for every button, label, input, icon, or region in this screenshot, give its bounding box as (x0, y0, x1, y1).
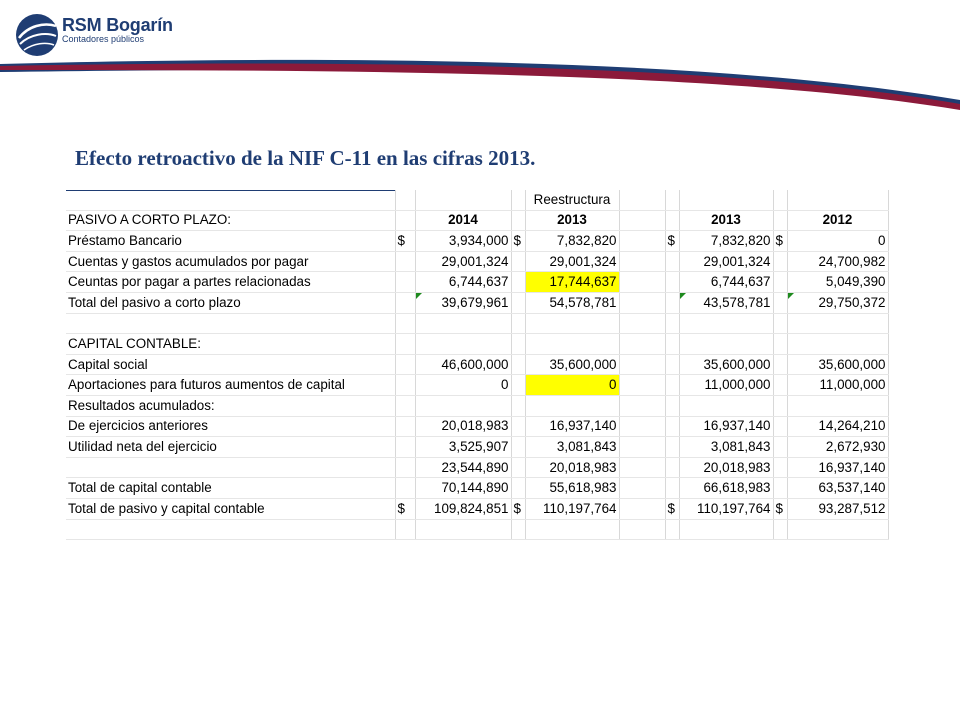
cell-2014: 70,144,890 (415, 478, 511, 499)
table-row-blank (66, 313, 888, 334)
cell-2014: 109,824,851 (415, 498, 511, 519)
section-label-capital: CAPITAL CONTABLE: (66, 334, 395, 355)
table-row-subtotal (66, 457, 888, 478)
financial-table (66, 190, 889, 540)
table-header-top (66, 190, 888, 210)
cell-2013-reestructura-highlighted: 17,744,637 (525, 272, 619, 293)
header-2012: 2012 (787, 210, 888, 231)
table-row (66, 231, 888, 252)
balance-sheet-table (66, 190, 888, 520)
section-label-pasivo: PASIVO A CORTO PLAZO: (66, 210, 395, 231)
table-row (66, 437, 888, 458)
cell-2012: 24,700,982 (787, 251, 888, 272)
cell-2012: 35,600,000 (787, 354, 888, 375)
table-row-blank (66, 519, 888, 540)
table-row-section (66, 334, 888, 355)
cell-2012: 93,287,512 (787, 498, 888, 519)
brand-name: RSM Bogarín (62, 15, 173, 35)
row-label (66, 457, 395, 478)
currency-sign: $ (773, 498, 787, 519)
currency-sign: $ (773, 231, 787, 252)
table-top-rule (66, 190, 395, 191)
cell-2013: 35,600,000 (679, 354, 773, 375)
row-label: Resultados acumulados: (66, 395, 395, 416)
cell-2013-reestructura: 29,001,324 (525, 251, 619, 272)
row-label: De ejercicios anteriores (66, 416, 395, 437)
cell-2013: 66,618,983 (679, 478, 773, 499)
header-reestructura: Reestructura (525, 190, 619, 210)
cell-2013-reestructura: 7,832,820 (525, 231, 619, 252)
cell-2013-reestructura: 54,578,781 (525, 292, 619, 313)
brand-block (62, 16, 173, 45)
table-row (66, 375, 888, 396)
table-row (66, 354, 888, 375)
header-2013: 2013 (679, 210, 773, 231)
table-row (66, 416, 888, 437)
cell-2014: 3,934,000 (415, 231, 511, 252)
cell-2013-reestructura: 35,600,000 (525, 354, 619, 375)
cell-2014: 46,600,000 (415, 354, 511, 375)
row-label: Total de pasivo y capital contable (66, 498, 395, 519)
cell-2012: 0 (787, 231, 888, 252)
brand-subtitle: Contadores públicos (62, 34, 145, 44)
cell-2013: 110,197,764 (679, 498, 773, 519)
cell-2013: 7,832,820 (679, 231, 773, 252)
cell-2013-reestructura-highlighted: 0 (525, 375, 619, 396)
cell-2013: 29,001,324 (679, 251, 773, 272)
cell-2012: 16,937,140 (787, 457, 888, 478)
row-label: Ceuntas por pagar a partes relacionadas (66, 272, 395, 293)
cell-2014: 6,744,637 (415, 272, 511, 293)
currency-sign: $ (395, 231, 415, 252)
cell-2014: 23,544,890 (415, 457, 511, 478)
cell-2014: 3,525,907 (415, 437, 511, 458)
header-2013-reestructura: 2013 (525, 210, 619, 231)
row-label: Total de capital contable (66, 478, 395, 499)
table-row-grand-total (66, 498, 888, 519)
cell-2013-reestructura: 55,618,983 (525, 478, 619, 499)
rsm-globe-logo (14, 12, 60, 58)
cell-2014: 20,018,983 (415, 416, 511, 437)
table-row-total (66, 292, 888, 313)
currency-sign: $ (395, 498, 415, 519)
cell-2013-reestructura: 20,018,983 (525, 457, 619, 478)
cell-2014: 0 (415, 375, 511, 396)
row-label: Préstamo Bancario (66, 231, 395, 252)
cell-2013-reestructura: 110,197,764 (525, 498, 619, 519)
row-label: Aportaciones para futuros aumentos de capital (66, 375, 395, 396)
row-label: Total del pasivo a corto plazo (66, 292, 395, 313)
cell-2012: 63,537,140 (787, 478, 888, 499)
cell-2013: 6,744,637 (679, 272, 773, 293)
cell-2013: 3,081,843 (679, 437, 773, 458)
table-row-section (66, 395, 888, 416)
currency-sign: $ (511, 231, 525, 252)
cell-2012: 14,264,210 (787, 416, 888, 437)
cell-2014: 29,001,324 (415, 251, 511, 272)
cell-2013-reestructura: 3,081,843 (525, 437, 619, 458)
cell-2012: 11,000,000 (787, 375, 888, 396)
row-label: Utilidad neta del ejercicio (66, 437, 395, 458)
header-2014: 2014 (415, 210, 511, 231)
row-label: Cuentas y gastos acumulados por pagar (66, 251, 395, 272)
cell-2014: 39,679,961 (415, 292, 511, 313)
cell-2013-reestructura: 16,937,140 (525, 416, 619, 437)
cell-2013: 16,937,140 (679, 416, 773, 437)
cell-2013: 20,018,983 (679, 457, 773, 478)
row-label: Capital social (66, 354, 395, 375)
currency-sign: $ (665, 231, 679, 252)
cell-2012: 2,672,930 (787, 437, 888, 458)
table-row (66, 272, 888, 293)
currency-sign: $ (665, 498, 679, 519)
cell-2012: 29,750,372 (787, 292, 888, 313)
currency-sign: $ (511, 498, 525, 519)
table-row (66, 251, 888, 272)
table-row-total (66, 478, 888, 499)
cell-2013: 43,578,781 (679, 292, 773, 313)
cell-2013: 11,000,000 (679, 375, 773, 396)
cell-2012: 5,049,390 (787, 272, 888, 293)
table-header (66, 210, 888, 231)
slide-title: Efecto retroactivo de la NIF C-11 en las cifras 2013. (75, 146, 536, 170)
